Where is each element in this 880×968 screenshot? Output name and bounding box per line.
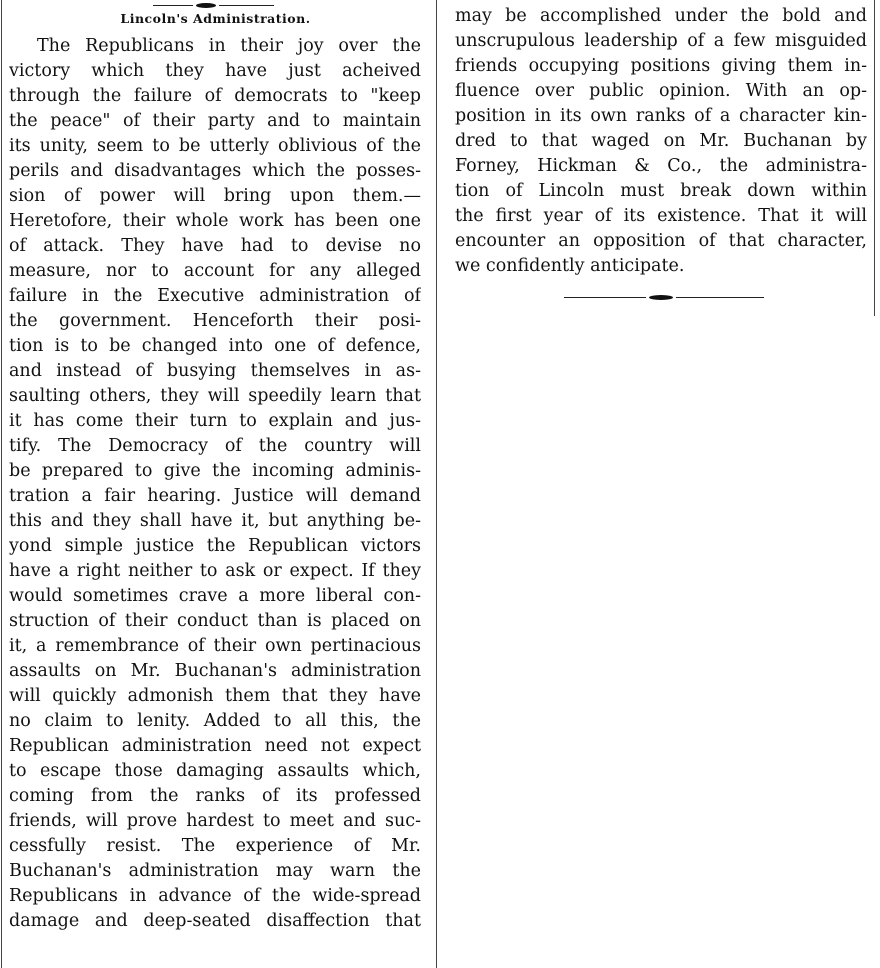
- body-line: measure, nor to account for any alleged: [9, 261, 421, 281]
- body-line: cessfully resist. The experience of Mr.: [9, 836, 421, 856]
- body-line: the first year of its existence. That it will: [455, 206, 867, 226]
- body-line: tion is to be changed into one of defence,: [9, 336, 421, 356]
- body-line: encounter an opposition of that character,: [455, 231, 867, 251]
- body-line: and instead of busying themselves in as-: [9, 361, 421, 381]
- body-line: perils and disadvantages which the posses-: [9, 161, 421, 181]
- body-line: tify. The Democracy of the country will: [9, 436, 421, 456]
- body-line: fluence over public opinion. With an op-: [455, 81, 867, 101]
- headline-rule-right: [219, 5, 274, 6]
- body-line: may be accomplished under the bold and: [455, 6, 867, 26]
- body-line: position in its own ranks of a character kin-: [455, 106, 867, 126]
- body-line: this and they shall have it, but anything be-: [9, 511, 421, 531]
- body-line: no claim to lenity. Added to all this, the: [9, 711, 421, 731]
- body-line: saulting others, they will speedily learn that: [9, 386, 421, 406]
- body-line: Republican administration need not expect: [9, 736, 421, 756]
- body-line: have a right neither to ask or expect. If they: [9, 561, 421, 581]
- column-right: [437, 0, 874, 320]
- body-line: damage and deep-seated disaffection that: [9, 911, 421, 931]
- headline-rule-left: [153, 5, 193, 6]
- body-line: victory which they have just acheived: [9, 61, 421, 81]
- body-line: The Republicans in their joy over the: [37, 36, 421, 56]
- body-line: failure in the Executive administration of: [9, 286, 421, 306]
- body-line: yond simple justice the Republican victors: [9, 536, 421, 556]
- body-line: it has come their turn to explain and jus-: [9, 411, 421, 431]
- body-line: would sometimes crave a more liberal con-: [9, 586, 421, 606]
- body-line: Heretofore, their whole work has been one: [9, 211, 421, 231]
- body-line: sion of power will bring upon them.—: [9, 186, 421, 206]
- body-line: friends, will prove hardest to meet and suc-: [9, 811, 421, 831]
- end-rule-right: [676, 297, 764, 298]
- body-line: Buchanan's administration may warn the: [9, 861, 421, 881]
- body-line: will quickly admonish them that they have: [9, 686, 421, 706]
- body-line: it, a remembrance of their own pertinacious: [9, 636, 421, 656]
- end-rule-left: [564, 297, 646, 298]
- body-line: assaults on Mr. Buchanan's administration: [9, 661, 421, 681]
- body-line: Republicans in advance of the wide-spread: [9, 886, 421, 906]
- body-line: dred to that waged on Mr. Buchanan by: [455, 131, 867, 151]
- body-line: friends occupying positions giving them in-: [455, 56, 867, 76]
- body-line: be prepared to give the incoming adminis-: [9, 461, 421, 481]
- body-line: struction of their conduct than is placed on: [9, 611, 421, 631]
- body-line: unscrupulous leadership of a few misguided: [455, 31, 867, 51]
- body-line: tion of Lincoln must break down within: [455, 181, 867, 201]
- body-line: the government. Henceforth their posi-: [9, 311, 421, 331]
- body-line: we confidently anticipate.: [455, 256, 685, 276]
- headline-ornament: [196, 3, 216, 8]
- body-line: Forney, Hickman & Co., the administra-: [455, 156, 867, 176]
- body-line: coming from the ranks of its professed: [9, 786, 421, 806]
- body-line: its unity, seem to be utterly oblivious of the: [9, 136, 421, 156]
- body-line: tration a fair hearing. Justice will demand: [9, 486, 421, 506]
- end-ornament: [649, 295, 673, 300]
- body-line: the peace" of their party and to maintain: [9, 111, 421, 131]
- right-column-rule: [874, 0, 875, 316]
- article-headline: Lincoln's Administration.: [120, 11, 311, 26]
- column-left: [0, 0, 436, 968]
- body-line: of attack. They have had to devise no: [9, 236, 421, 256]
- body-line: to escape those damaging assaults which,: [9, 761, 421, 781]
- body-line: through the failure of democrats to "keep: [9, 86, 421, 106]
